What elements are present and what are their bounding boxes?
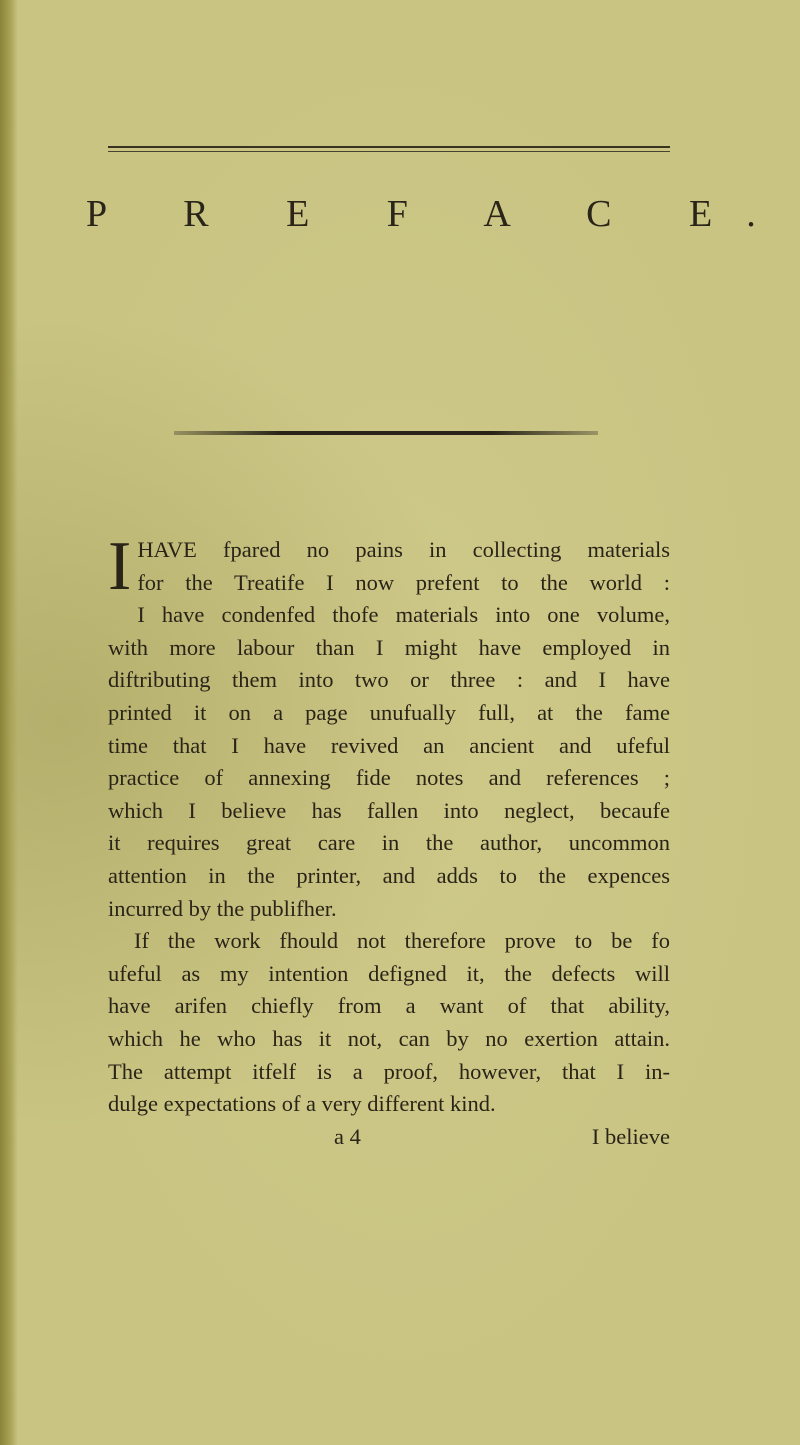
text-line: practice of annexing fide notes and references ;: [108, 765, 670, 791]
page-footer: [108, 1121, 670, 1154]
text-line: incurred by the publifher.: [108, 895, 337, 921]
book-page: [86, 0, 790, 1445]
text-line: have arifen chiefly from a want of that ability,: [108, 993, 670, 1019]
title-rule: [174, 431, 598, 435]
signature-mark: a 4: [334, 1123, 361, 1149]
text-line: with more labour than I might have employed in: [108, 634, 670, 660]
text-line: which I believe has fallen into neglect, becaufe: [108, 797, 670, 823]
text-line: printed it on a page unufually full, at the fame: [108, 699, 670, 725]
drop-cap: I: [108, 528, 132, 605]
text-line: diftributing them into two or three : and I have: [108, 667, 670, 693]
top-rule: [108, 146, 670, 148]
text-line: dulge expectations of a very different kind.: [108, 1091, 496, 1117]
text-line: which he who has it not, can by no exertion attain.: [108, 1025, 670, 1051]
text-line: for the Treatife I now prefent to the world :: [137, 569, 670, 595]
book-gutter-shadow: [0, 0, 18, 1445]
page-title: P R E F A C E.: [86, 193, 790, 235]
text-line: it requires great care in the author, uncommon: [108, 830, 670, 856]
text-line: The attempt itfelf is a proof, however, that I in-: [108, 1058, 670, 1084]
text-line: attention in the printer, and adds to the expences: [108, 862, 670, 888]
catchword: I believe: [591, 1123, 670, 1149]
preface-text: [108, 528, 670, 1153]
text-line: time that I have revived an ancient and ufeful: [108, 732, 670, 758]
text-line: If the work fhould not therefore prove to be fo: [134, 928, 670, 954]
text-line: I have condenfed thofe materials into one volume,: [137, 602, 670, 628]
text-line: ufeful as my intention defigned it, the defects will: [108, 960, 670, 986]
text-line: HAVE fpared no pains in collecting materials: [137, 537, 670, 562]
top-rule-thin: [108, 151, 670, 152]
